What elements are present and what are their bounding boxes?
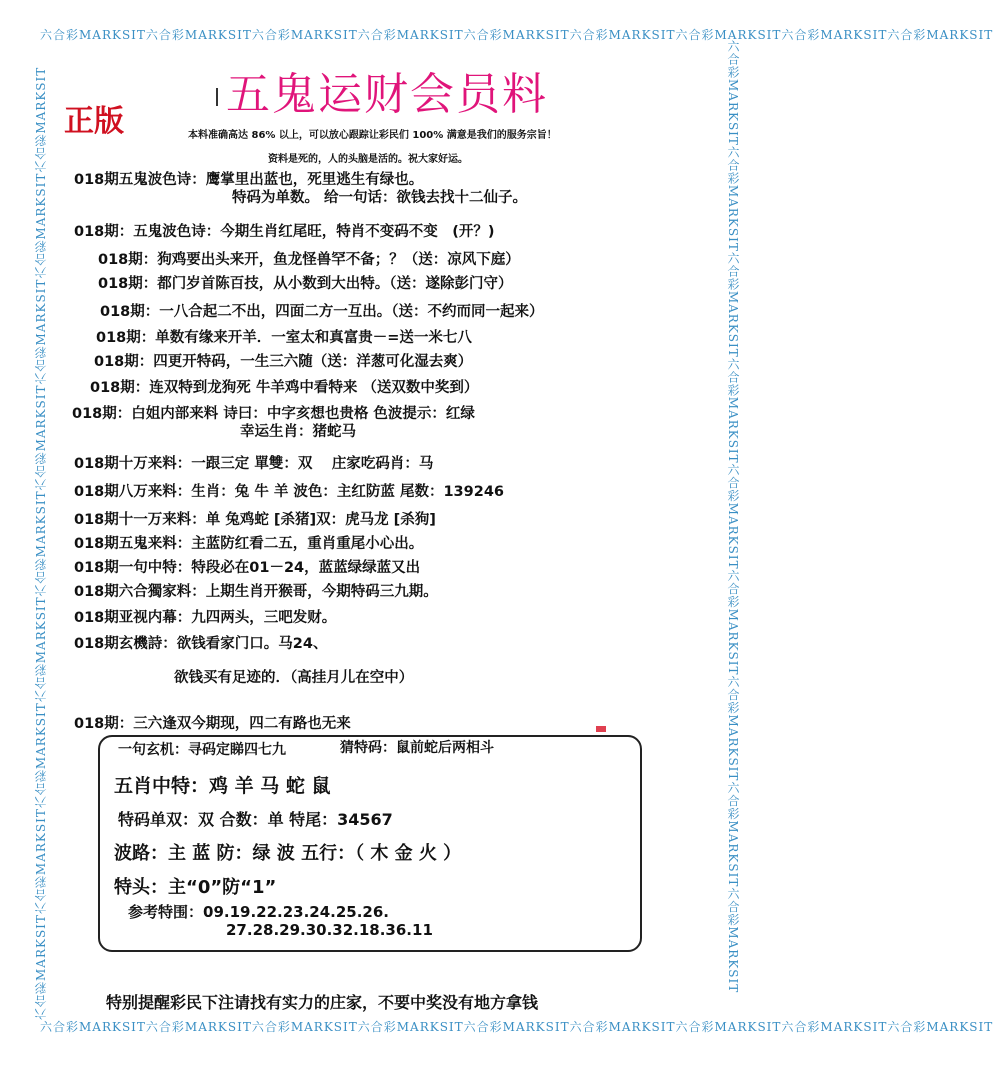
footer-reminder: 特别提醒彩民下注请找有实力的庄家，不要中奖没有地方拿钱 [106, 993, 539, 1012]
text-line: 018期十万来料：一跟三定 單雙：双 庄家吃码肖：马 [74, 456, 434, 472]
text-line: 018期：四更开特码，一生三六随（送：洋葱可化湿去爽） [94, 354, 473, 370]
text-line: 幸运生肖：猪蛇马 [240, 424, 356, 440]
text-line: 018期：单数有缘来开羊．一室太和真富贵－=送一米七八 [96, 330, 472, 346]
title-divider [216, 88, 218, 106]
accuracy-note: 本料准确高达 86% 以上，可以放心跟踪让彩民们 100% 满意是我们的服务宗旨！ [188, 130, 557, 141]
text-line: 018期：狗鸡要出头来开，鱼龙怪兽罕不备；？（送：凉风下庭） [98, 252, 520, 268]
special-head-text: 特头：主“0”防“1” [114, 877, 277, 898]
prediction-box [98, 735, 642, 952]
wave-path-text: 波路：主 蓝 防：绿 波 五行：（ 木 金 火 ） [114, 843, 462, 864]
reference-range-line-1: 参考特围：09.19.22.23.24.25.26. [128, 903, 390, 921]
riddle-text: 一句玄机：寻码定睇四七九 [118, 742, 286, 758]
reference-range-line-2: 27.28.29.30.32.18.36.11 [226, 921, 433, 939]
left-border-text: 六合彩MARKSIT六合彩MARKSIT六合彩MARKSIT六合彩MARKSIT六合彩MARKSIT六合彩MARKSIT六合彩MARKSIT六合彩MARKSIT六合彩MARKSIT [34, 66, 48, 1020]
five-zodiac-text: 五肖中特：鸡 羊 马 蛇 鼠 [114, 775, 331, 797]
text-line: 018期：五鬼波色诗：今期生肖红尾旺，特肖不变码不变 (开？) [74, 224, 495, 240]
text-line: 018期五鬼来料：主蓝防红看二五，重肖重尾小心出。 [74, 536, 424, 552]
text-line: 018期六合獨家料：上期生肖开猴哥，今期特码三九期。 [74, 584, 438, 600]
bottom-border-text: 六合彩MARKSIT六合彩MARKSIT六合彩MARKSIT六合彩MARKSIT六合彩MARKSIT六合彩MARKSIT六合彩MARKSIT六合彩MARKSIT六合彩MARKSIT [40, 1020, 993, 1034]
authentic-stamp: 正版 [64, 104, 124, 139]
text-line: 018期：都门岁首陈百技，从小数到大出特。（送：遂除彭门守） [98, 276, 513, 292]
top-border-text: 六合彩MARKSIT六合彩MARKSIT六合彩MARKSIT六合彩MARKSIT六合彩MARKSIT六合彩MARKSIT六合彩MARKSIT六合彩MARKSIT六合彩MARKSIT [40, 28, 993, 42]
guess-code-text: 猜特码：鼠前蛇后两相斗 [340, 740, 494, 756]
text-line: 欲钱买有足迹的．（高挂月儿在空中） [174, 670, 414, 686]
right-border-text: 六合彩MARKSIT六合彩MARKSIT六合彩MARKSIT六合彩MARKSIT六合彩MARKSIT六合彩MARKSIT六合彩MARKSIT六合彩MARKSIT六合彩MARKSIT [726, 40, 740, 994]
text-line: 018期八万来料：生肖：兔 牛 羊 波色：主红防蓝 尾数：139246 [74, 484, 504, 500]
motto-note: 资料是死的，人的头脑是活的。祝大家好运。 [268, 154, 468, 165]
text-line: 018期十一万来料：单 兔鸡蛇 [杀猪]双：虎马龙 [杀狗] [74, 512, 436, 528]
text-line: 018期一句中特：特段必在01－24，蓝蓝绿绿蓝又出 [74, 560, 421, 576]
text-line: 018期五鬼波色诗：鹰掌里出蓝也，死里逃生有绿也。 [74, 172, 424, 188]
red-mark [596, 726, 606, 732]
text-line: 018期：三六逢双今期现，四二有路也无来 [74, 716, 351, 732]
odd-even-text: 特码单双：双 合数：单 特尾：34567 [118, 810, 393, 829]
text-line: 018期：白姐内部来料 诗曰：中字亥想也贵格 色波提示：红绿 [72, 406, 475, 422]
text-line: 特码为单数。 给一句话：欲钱去找十二仙子。 [232, 190, 528, 206]
text-line: 018期亚视内幕：九四两头，三吧发财。 [74, 610, 337, 626]
page-title: 五鬼运财会员料 [226, 69, 548, 120]
text-line: 018期：一八合起二不出，四面二方一互出。（送：不约而同一起来） [100, 304, 544, 320]
text-line: 018期：连双特到龙狗死 牛羊鸡中看特来 （送双数中奖到） [90, 380, 479, 396]
text-line: 018期玄機詩：欲钱看家门口。马24、 [74, 636, 328, 652]
